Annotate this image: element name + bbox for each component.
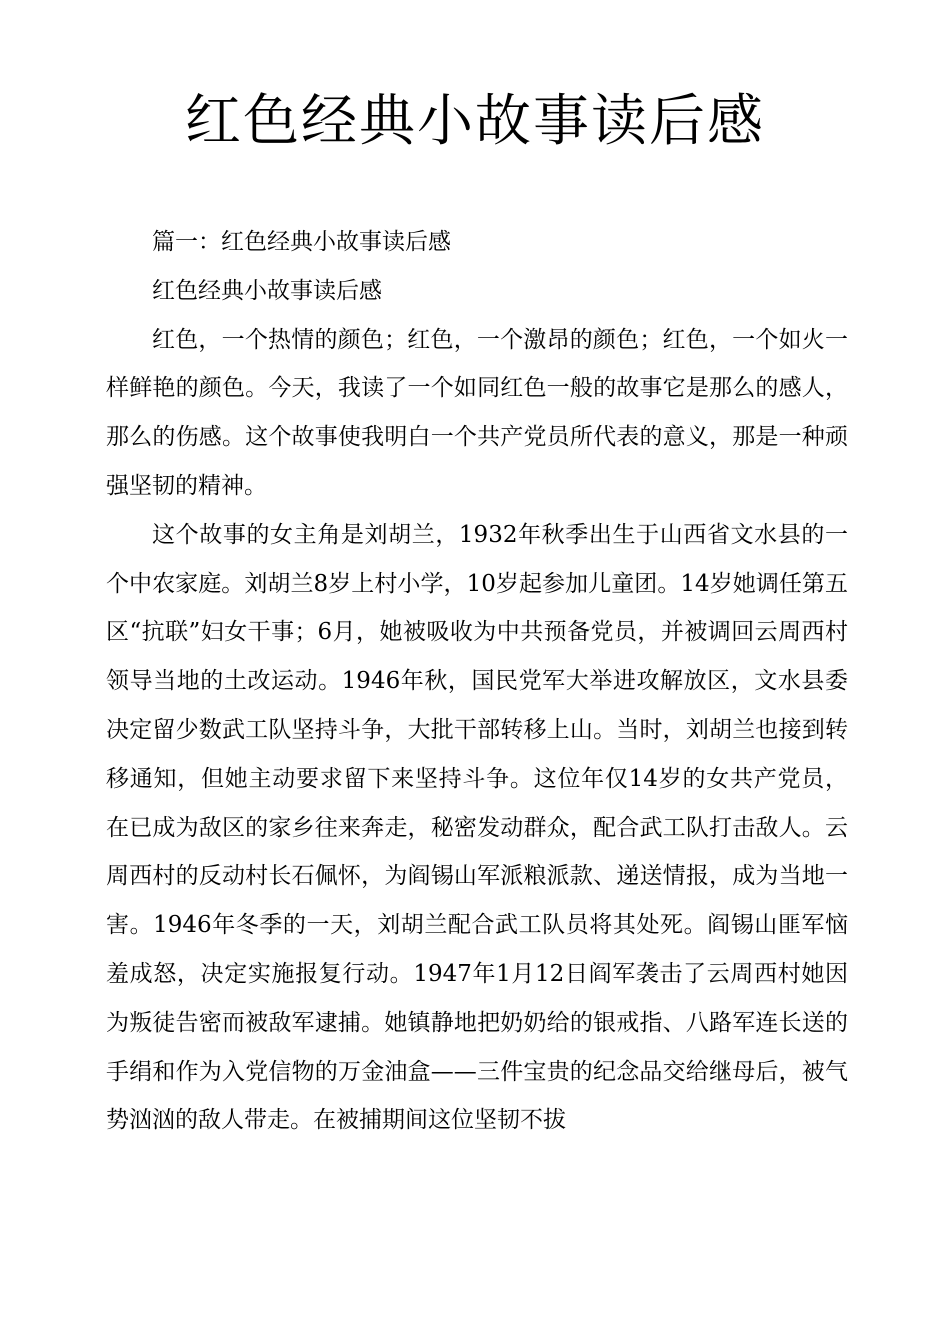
section-heading: 篇一：红色经典小故事读后感	[152, 229, 451, 255]
body-paragraph: 这个故事的女主角是刘胡兰，1932年秋季出生于山西省文水县的一个中农家庭。刘胡兰8岁上村小学，10岁起参加儿童团。14岁她调任第五区“抗联”妇女干事；6月，她被吸收为中共预备党员，并被调回云周西村领导当地的土改运动。1946年秋，国民党军大举进攻解放区，文水县委决定留少数武工队坚持斗争，大批干部转移上山。当时，刘胡兰也接到转移通知，但她主动要求留下来坚持斗争。这位年仅14岁的女共产党员，在已成为敌区的家乡往来奔走，秘密发动群众，配合武工队打击敌人。云周西村的反动村长石佩怀，为阎锡山军派粮派款、递送情报，成为当地一害。1946年冬季的一天，刘胡兰配合武工队员将其处死。阎锡山匪军恼羞成怒，决定实施报复行动。1947年1月12日阎军袭击了云周西村她因为叛徒告密而被敌军逮捕。她镇静地把奶奶给的银戒指、八路军连长送的手绢和作为入党信物的万金油盒——三件宝贵的纪念品交给继母后，被气势汹汹的敌人带走。在被捕期间这位坚韧不拔	[106, 521, 848, 1134]
article-title: 红色经典小故事读后感	[152, 277, 382, 304]
body-paragraph: 红色，一个热情的颜色；红色，一个激昂的颜色；红色，一个如火一样鲜艳的颜色。今天，我读了一个如同红色一般的故事它是那么的感人，那么的伤感。这个故事使我明白一个共产党员所代表的意义，那是一种顽强坚韧的精神。	[106, 326, 848, 499]
document-title: 红色经典小故事读后感	[185, 89, 765, 154]
document-body	[106, 218, 848, 1145]
